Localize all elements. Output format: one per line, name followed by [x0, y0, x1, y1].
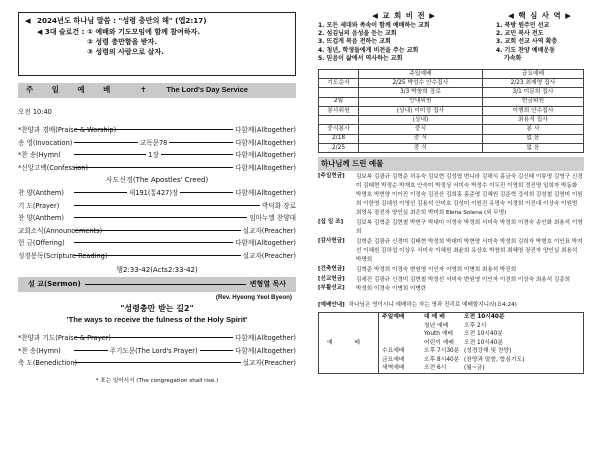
offering-row [318, 238, 584, 265]
offering-label: [십 일 조] [318, 218, 344, 225]
worship-schedule-cell: 오후 2시 [464, 322, 487, 329]
duty-cell: 3/3 박창희 장로 [359, 88, 483, 97]
preacher-name-en: (Rev. Hyeong Yeol Byeon) [215, 293, 292, 301]
vision-item: 2. 섬김님의 음성을 듣는 교회 [318, 30, 397, 37]
offering-label: [감사헌금] [318, 237, 345, 244]
worship-schedule-cell: (성경강해 및 찬양) [464, 348, 512, 355]
worship-schedule-row [382, 313, 580, 322]
duty-row [319, 125, 584, 134]
worship-schedule-row [382, 339, 580, 348]
mission-item: 2. 교민 복사 전도 [496, 30, 544, 37]
scripture-ref: 행2:33-42(Acts2:33-42) [116, 265, 198, 274]
slogans-label: ◀ 3대 슬로건 : [37, 28, 85, 37]
offering-row [318, 285, 584, 294]
worship-schedule-cell: Youth 예배 [424, 331, 453, 338]
order-row: 찬 양(Anthem) 새191(통427)장 다함께(Alltogether) [18, 189, 297, 198]
order-row: *신앙고백(Confession) 다함께(Alltogether) [18, 163, 296, 172]
worship-schedule-row [382, 347, 580, 356]
theme-box [18, 12, 296, 76]
duty-cell: 2/23 최재영 집사 [482, 79, 583, 88]
worship-note [318, 302, 584, 308]
left-column [18, 12, 296, 457]
vision-header: ◀ 교 회 비 전 ▶ [372, 11, 436, 20]
worship-schedule-row [382, 356, 580, 365]
duty-row [319, 69, 584, 78]
worship-schedule-rows [379, 312, 584, 374]
service-title: 주 일 예 배 [26, 85, 119, 95]
mission-list [496, 23, 584, 64]
duty-cell: 안내위원 [359, 97, 483, 106]
duty-row [319, 106, 584, 115]
worship-schedule-row [382, 322, 580, 331]
order-row: 성경봉독(Scripture Reading) 설교자(Preacher) [18, 251, 296, 260]
mission-item: 3. 교회 선교 사역 확충 [496, 38, 558, 46]
worship-schedule-cell: 오전 10시40분 [464, 339, 503, 346]
order-of-service [18, 125, 296, 274]
church-vision [318, 12, 490, 65]
order-row: 찬 양(Anthem) 임마누엘 찬양대 [18, 214, 296, 223]
duty-row [319, 88, 584, 97]
duty-row [319, 116, 584, 125]
order-row: 송 영(Invocation) 교독문78 다함께(Alltogether) [18, 138, 297, 147]
worship-schedule-cell: 금요예배 [382, 356, 405, 363]
duty-cell: 기도순서 [319, 79, 359, 88]
offering-names: 박정희 이경숙 이병희 이병란 [356, 286, 427, 293]
offering-names: 김혁준 김광규 신경미 김태현 박정희 박대미 박현양 서미숙 박정희 김희자 박형호 이인표 박지선 이혜원 김하섭 이상우 서미숙 이혜원 최윤희 유상호 박창희 최혜영 장진자 양인실 최용석 박명희 [356, 238, 583, 263]
order-row: *찬 송(Hymn) 주기도문(The Lord's Prayer) 다함께(Alltogether) [18, 346, 296, 355]
vision-list [318, 23, 490, 64]
worship-schedule-cell: 수요예배 [382, 348, 405, 355]
worship-schedule-cell: 주일예배 [382, 314, 405, 321]
duty-cell: 봉 사 [482, 125, 583, 134]
creed-line: 사도신경(The Apostles' Creed) [105, 175, 209, 184]
mission-item: 1. 북방 원주민 선교 [496, 21, 550, 29]
order-row: 축 도(Benediction) 설교자(Preacher) [18, 359, 296, 368]
worship-schedule-cell: (찬양과 말씀, 합심기도) [464, 356, 525, 363]
worship-schedule-cell: 오후 7시30분 [424, 348, 460, 355]
offering-header: 하나님께 드린 예물 [318, 157, 584, 171]
duty-cell: 2/25 [319, 143, 359, 152]
duty-cell: 2월 [319, 97, 359, 106]
year-theme [25, 17, 289, 25]
duty-cell: 중 식 [359, 143, 483, 152]
core-ministry [496, 12, 584, 65]
duty-cell: 헌금위원 [482, 97, 583, 106]
sermon-title: "성령충만 받는 길2" [120, 303, 194, 313]
duty-cell: 중식 [359, 125, 483, 134]
worship-schedule-table [318, 312, 584, 375]
order-row: *찬양과 기도(Praise & Prayer) 다함께(Alltogether) [18, 334, 296, 343]
worship-schedule-cell: 오전 10시40분 [464, 331, 503, 338]
preacher-name: 변형열 목사 [249, 280, 286, 289]
worship-schedule-cell: 오전 6시 [424, 365, 447, 372]
worship-note-text: 하나님은 영이시니 예배하는 자는 영과 진리로 예배할지니라(요4:24) [348, 302, 517, 309]
closing-order [18, 333, 296, 371]
duty-row [319, 97, 584, 106]
duty-row [319, 79, 584, 88]
duty-cell: 2/25 박성수 안수집사 [359, 79, 483, 88]
order-row: 기 도(Prayer) 박덕화 장로 [18, 201, 296, 210]
year-theme-text: 2024년도 하나님 말씀 : "성령 충만의 해" (엡2:17) [37, 16, 207, 25]
slogans [25, 28, 289, 58]
duty-cell: 3/1 이문희 집사 [482, 88, 583, 97]
worship-schedule-cell: (월~금) [464, 365, 485, 372]
vision-item: 4. 청년, 학생들에게 비전을 주는 교회 [318, 46, 419, 54]
worship-schedule-cell: 오후 8시40분 [424, 356, 460, 363]
vision-item: 1. 모든 세대와 족속이 함께 예배하는 교회 [318, 21, 430, 29]
duty-cell: 봉사위원 [319, 106, 359, 115]
service-banner [18, 83, 296, 98]
worship-schedule-label: 예 배 [319, 312, 379, 374]
vision-mission [318, 12, 584, 65]
sermon-bar [18, 277, 296, 292]
duty-cell: 중식봉사 [319, 125, 359, 134]
theme-arrow-icon: ◀ [25, 16, 31, 25]
duty-cell: 없 음 [482, 143, 583, 152]
duty-cell [319, 116, 359, 125]
cross-icon: ✝ [140, 85, 147, 95]
duty-cell: 최용석 집사 [482, 116, 583, 125]
offering-label: [부활선교] [318, 285, 345, 292]
offering-names: 김혁준 박정희 이경숙 변원영 이인자 이영희 이병희 최용석 박진희 [356, 266, 517, 273]
duty-cell: 금요예배 [482, 69, 583, 78]
offering-names: 김보복 김혁준 김현철 박현구 박대미 이정숙 박정희 서미숙 박정희 이경숙 송인화 최용석 이영희 [356, 219, 583, 235]
worship-schedule-cell: 대 예 배 [424, 314, 445, 321]
worship-schedule-cell: 새벽예배 [382, 365, 405, 372]
mission-item: 가속화 [504, 55, 522, 63]
worship-schedule-row [382, 330, 580, 339]
sermon-label: 설 교(Sermon) [28, 280, 81, 289]
offering-names: 김세진 김광규 신경미 김현철 박정선 서미숙 변원영 이인자 이진희 이상숙 최용석 김종희 [356, 276, 571, 283]
offering-label: [주일헌금] [318, 173, 345, 180]
worship-schedule-cell: 청년 예배 [424, 322, 449, 329]
slogan-item: ② 성령 충만함을 받자. [87, 38, 157, 47]
offering-row [318, 219, 584, 237]
duty-cell: 중 식 [359, 134, 483, 143]
duty-cell: 이행희 안수집사 [482, 106, 583, 115]
order-row: 교회소식(Announcements) 설교자(Preacher) [18, 226, 296, 235]
duty-cell [319, 69, 359, 78]
duty-cell: 2/18 [319, 134, 359, 143]
worship-schedule-row [382, 364, 580, 373]
mission-item: 4. 기도 찬양 예배운동 [496, 46, 556, 54]
service-title-en: The Lord's Day Service [166, 85, 248, 95]
worship-schedule-cell: 오전 10시40분 [464, 314, 505, 321]
vision-item: 5. 믿음이 삶에서 역사하는 교회 [318, 55, 403, 63]
duty-cell: 없 음 [482, 134, 583, 143]
service-time: 오전 10:40 [18, 108, 52, 116]
offering-names: 김보복 김광규 김혁준 허유숙 김보현 김성엽 변니라 김해식 홍금숙 김신태 이류영 김영구 신경미 김태현 박정순 박재호 안숙미 박정상 서미숙 박정수 이두진 이영희 정진명 일희자 박동화 박명호 박현양 이이진 이정숙 김진산 김희홍 홍준영 김혜원 김준혁 강석희 김성철 김영미 이원희 이한영 김대성 이영선 김용석 안미호 김성미 이원진 유명숙 이경희 이진대 이상숙 이원범 최영옥 장진자 양인실 최은희 박미희 Elena Solena (외 무명) [356, 174, 583, 216]
offering-label: [건축헌금] [318, 265, 345, 272]
duty-row [319, 143, 584, 152]
offering-row [318, 276, 584, 285]
duty-row [319, 134, 584, 143]
right-column [318, 12, 584, 457]
offering-label: [선교헌금] [318, 275, 345, 282]
mission-header: ◀ 핵 심 사 역 ▶ [508, 11, 572, 20]
worship-schedule-cell: 어린이 예배 [424, 339, 454, 346]
slogans-list [87, 28, 200, 58]
duty-cell: (상내) [359, 116, 483, 125]
sermon-title-en: 'The ways to receive the fulness of the Holy Spirit' [66, 314, 248, 324]
vision-item: 3. 뜨겁게 복음 전하는 교회 [318, 38, 391, 46]
offering-row [318, 173, 584, 218]
slogan-item: ① 예배와 기도모임에 함께 참여하자. [87, 28, 201, 37]
duty-cell: 주일예배 [359, 69, 483, 78]
offering-row [318, 266, 584, 275]
duty-cell [319, 88, 359, 97]
duty-cell: (상내) 이미정 집사 [359, 106, 483, 115]
stand-note: * 표는 일어서서 (The congregation shall rise.) [95, 378, 219, 385]
order-row: 헌 금(Offering) 다함께(Alltogether) [18, 239, 296, 248]
order-row: *찬 송(Hymn) 1장 다함께(Alltogether) [18, 151, 296, 160]
slogan-item: ③ 성령의 사람으로 살자. [87, 48, 164, 57]
worship-note-label: [예배안내] [318, 302, 345, 309]
offering-list [318, 173, 584, 294]
order-row: *찬양과 경배(Praise & Worship) 다함께(Alltogether) [18, 126, 296, 135]
service-duty-table [318, 69, 584, 153]
